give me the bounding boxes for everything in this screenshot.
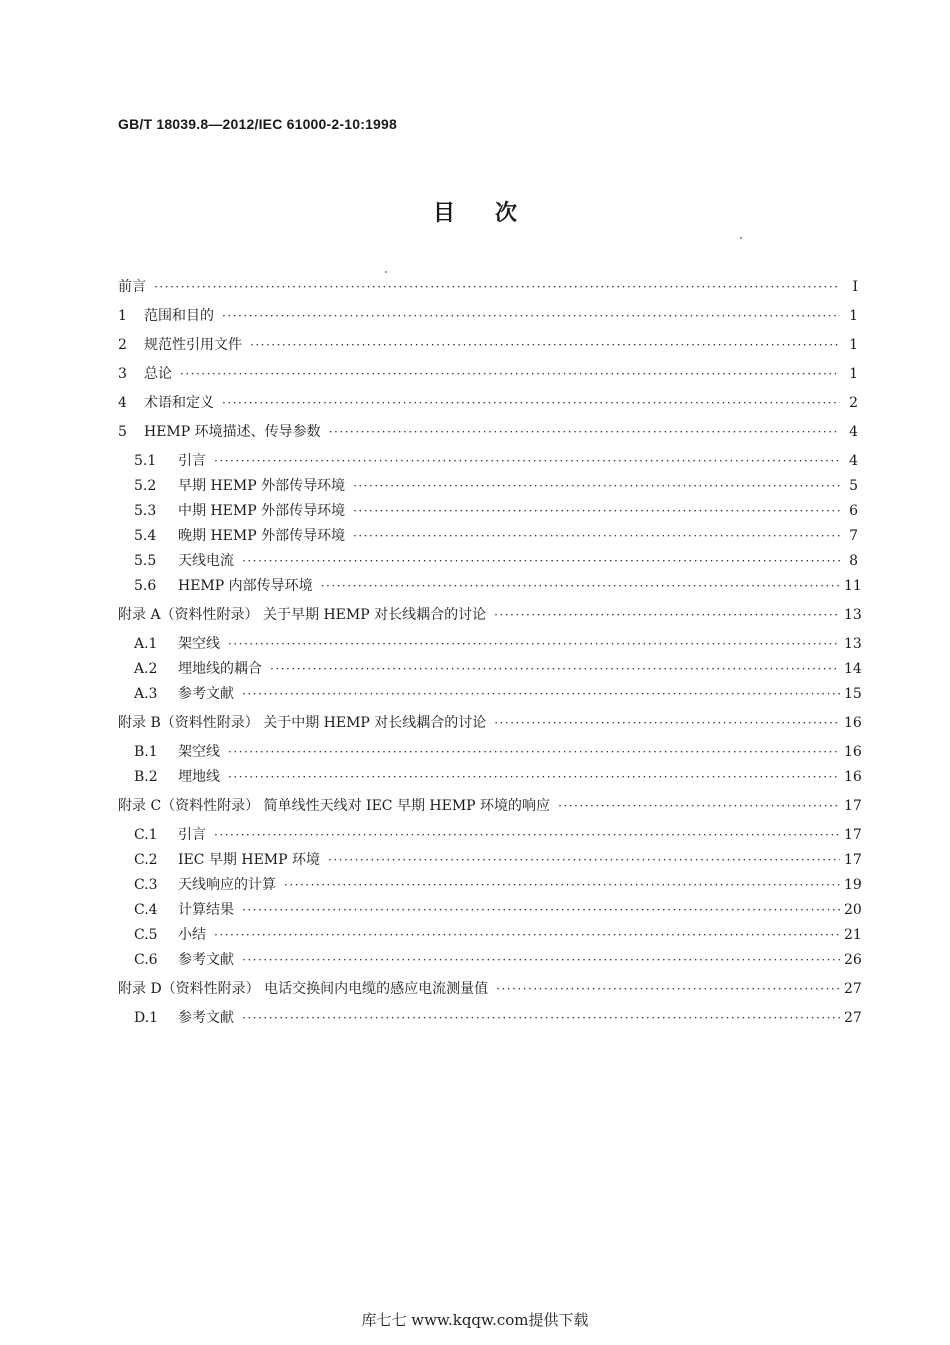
toc-entry-page: 16 xyxy=(844,715,862,731)
toc-entry-label: 附录 C（资料性附录） 简单线性天线对 IEC 早期 HEMP 环境的响应 xyxy=(118,798,551,814)
toc-entry-number: 4 xyxy=(118,395,127,411)
dot-leader xyxy=(558,799,840,813)
dot-leader xyxy=(353,504,840,518)
toc-entry-page: 19 xyxy=(844,877,862,893)
toc-subentry[interactable] xyxy=(118,766,862,795)
toc-entry-page: 1 xyxy=(849,366,858,382)
toc-entry-page: 1 xyxy=(849,337,858,353)
toc-entry-label: 附录 D（资料性附录） 电话交换间内电缆的感应电流测量值 xyxy=(118,981,489,997)
dot-leader xyxy=(494,608,840,622)
toc-entry-label: 架空线 xyxy=(178,744,220,760)
toc-subentry[interactable] xyxy=(118,658,862,683)
toc-subentry[interactable] xyxy=(118,741,862,766)
dot-leader xyxy=(250,338,840,352)
toc-entry[interactable] xyxy=(118,978,862,1007)
toc-entry-label: 天线电流 xyxy=(178,553,234,569)
toc-entry-page: 8 xyxy=(849,553,858,569)
dot-leader xyxy=(329,425,840,439)
toc-subentry[interactable] xyxy=(118,949,862,978)
dot-leader xyxy=(222,396,840,410)
toc-entry-label: 埋地线 xyxy=(178,769,220,785)
toc-entry[interactable] xyxy=(118,795,862,824)
toc-entry-number: 5.2 xyxy=(134,478,157,494)
toc-subentry[interactable] xyxy=(118,683,862,712)
toc-entry-page: Ⅰ xyxy=(852,279,858,295)
toc-entry-number: C.5 xyxy=(134,927,158,943)
toc-entry-number: 3 xyxy=(118,366,127,382)
dot-leader xyxy=(242,953,840,967)
toc-entry-number: C.2 xyxy=(134,852,158,868)
dot-leader xyxy=(228,770,840,784)
dot-leader xyxy=(284,878,840,892)
toc-entry-label: 小结 xyxy=(178,927,206,943)
toc-entry[interactable] xyxy=(118,421,858,450)
toc-entry-number: 5.1 xyxy=(134,453,157,469)
footer-download-note: 库七七 www.kqqw.com提供下载 xyxy=(361,1311,589,1329)
toc-entry-label: 参考文献 xyxy=(178,1010,234,1026)
toc-entry-label: 架空线 xyxy=(178,636,220,652)
toc-entry-number: A.2 xyxy=(134,661,158,677)
toc-entry-number: B.2 xyxy=(134,769,158,785)
toc-entry-page: 13 xyxy=(844,607,862,623)
dot-leader xyxy=(214,828,840,842)
toc-entry-number: 2 xyxy=(118,337,127,353)
toc-subentry[interactable] xyxy=(118,824,862,849)
toc-entry-label: 总论 xyxy=(144,366,172,382)
toc-entry-label: 天线响应的计算 xyxy=(178,877,276,893)
dot-leader xyxy=(214,454,840,468)
toc-entry-label: 范围和目的 xyxy=(144,308,214,324)
toc-entry-page: 27 xyxy=(844,981,862,997)
toc-subentry[interactable] xyxy=(118,849,862,874)
toc-entry-label: 晚期 HEMP 外部传导环境 xyxy=(178,528,346,544)
toc-subentry[interactable] xyxy=(118,525,858,550)
dot-leader xyxy=(242,687,840,701)
scan-speck xyxy=(385,271,387,273)
toc-entry[interactable] xyxy=(118,712,862,741)
toc-entry-label: 引言 xyxy=(178,453,206,469)
toc-entry-page: 14 xyxy=(844,661,862,677)
toc-entry-number: 5.5 xyxy=(134,553,157,569)
dot-leader xyxy=(270,662,840,676)
toc-entry-page: 20 xyxy=(844,902,862,918)
dot-leader xyxy=(353,479,840,493)
toc-entry-label: 前言 xyxy=(118,279,146,295)
toc-entry-page: 1 xyxy=(849,308,858,324)
toc-entry-page: 26 xyxy=(844,952,862,968)
toc-entry-number: 5.4 xyxy=(134,528,157,544)
toc-entry-page: 17 xyxy=(844,798,862,814)
toc-entry-number: D.1 xyxy=(134,1010,159,1026)
dot-leader xyxy=(222,309,840,323)
toc-subentry[interactable] xyxy=(118,633,862,658)
toc-entry-label: 参考文献 xyxy=(178,686,234,702)
toc-entry-label: 附录 A（资料性附录） 关于早期 HEMP 对长线耦合的讨论 xyxy=(118,607,487,623)
dot-leader xyxy=(228,637,840,651)
toc-entry-number: 5.3 xyxy=(134,503,157,519)
toc-entry-page: 4 xyxy=(849,453,858,469)
dot-leader xyxy=(242,554,840,568)
toc-subentry[interactable] xyxy=(118,924,862,949)
toc-entry-label: 早期 HEMP 外部传导环境 xyxy=(178,478,346,494)
toc-entry[interactable] xyxy=(118,305,858,334)
toc-entry-label: IEC 早期 HEMP 环境 xyxy=(178,852,320,868)
toc-subentry[interactable] xyxy=(118,450,858,475)
toc-subentry[interactable] xyxy=(118,1007,862,1036)
toc-entry-page: 17 xyxy=(844,827,862,843)
toc-entry-page: 6 xyxy=(849,503,858,519)
toc-entry-label: 计算结果 xyxy=(178,902,234,918)
toc-entry-label: 术语和定义 xyxy=(144,395,214,411)
dot-leader xyxy=(242,903,840,917)
toc-entry-number: 5 xyxy=(118,424,127,440)
toc-entry-page: 16 xyxy=(844,744,862,760)
toc-entry-page: 11 xyxy=(844,578,862,594)
scan-speck xyxy=(740,237,742,239)
toc-subentry[interactable] xyxy=(118,899,862,924)
toc-entry-label: 引言 xyxy=(178,827,206,843)
toc-entry-number: C.1 xyxy=(134,827,158,843)
toc-entry-number: B.1 xyxy=(134,744,158,760)
dot-leader xyxy=(154,280,840,294)
toc-entry-page: 27 xyxy=(844,1010,862,1026)
dot-leader xyxy=(228,745,840,759)
toc-subentry[interactable] xyxy=(118,874,862,899)
toc-entry-page: 7 xyxy=(849,528,858,544)
dot-leader xyxy=(353,529,840,543)
toc-subentry[interactable] xyxy=(118,500,858,525)
dot-leader xyxy=(214,928,840,942)
toc-entry-label: 附录 B（资料性附录） 关于中期 HEMP 对长线耦合的讨论 xyxy=(118,715,487,731)
toc-entry-page: 15 xyxy=(844,686,862,702)
dot-leader xyxy=(494,716,840,730)
toc-entry-label: 规范性引用文件 xyxy=(144,337,242,353)
toc-entry-page: 17 xyxy=(844,852,862,868)
toc-entry-page: 13 xyxy=(844,636,862,652)
toc-subentry[interactable] xyxy=(118,475,858,500)
toc-entry-label: 埋地线的耦合 xyxy=(178,661,262,677)
page-title: 目次 xyxy=(432,201,557,226)
dot-leader xyxy=(496,982,840,996)
toc-entry[interactable] xyxy=(118,363,858,392)
toc-entry-label: HEMP 内部传导环境 xyxy=(178,578,313,594)
toc-entry-number: C.4 xyxy=(134,902,158,918)
toc-entry-number: A.3 xyxy=(134,686,158,702)
dot-leader xyxy=(321,579,840,593)
toc-entry-number: A.1 xyxy=(134,636,158,652)
toc-entry-page: 4 xyxy=(849,424,858,440)
toc-entry[interactable] xyxy=(118,334,858,363)
toc-entry-label: 参考文献 xyxy=(178,952,234,968)
toc-entry[interactable] xyxy=(118,604,862,633)
dot-leader xyxy=(180,367,840,381)
toc-entry-page: 2 xyxy=(849,395,858,411)
dot-leader xyxy=(328,853,840,867)
toc-entry-label: HEMP 环境描述、传导参数 xyxy=(144,424,321,440)
standard-code: GB/T 18039.8—2012/IEC 61000-2-10:1998 xyxy=(118,116,398,132)
toc-entry-number: C.6 xyxy=(134,952,158,968)
toc-entry-number: 1 xyxy=(118,308,127,324)
toc-subentry[interactable] xyxy=(118,550,858,575)
toc-subentry[interactable] xyxy=(118,575,862,604)
toc-entry-page: 5 xyxy=(849,478,858,494)
toc-entry[interactable] xyxy=(118,276,858,305)
toc-entry-page: 21 xyxy=(844,927,862,943)
toc-entry-number: C.3 xyxy=(134,877,158,893)
toc-entry-page: 16 xyxy=(844,769,862,785)
dot-leader xyxy=(242,1011,840,1025)
toc-entry-number: 5.6 xyxy=(134,578,157,594)
toc-entry[interactable] xyxy=(118,392,858,421)
table-of-contents xyxy=(118,276,862,1036)
toc-entry-label: 中期 HEMP 外部传导环境 xyxy=(178,503,346,519)
